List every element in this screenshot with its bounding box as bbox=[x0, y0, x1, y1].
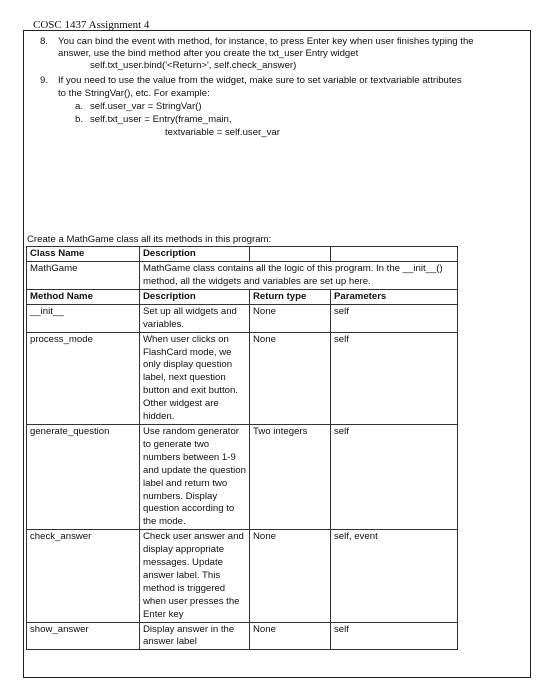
method-name-cell: show_answer bbox=[27, 622, 140, 650]
parameters-cell: self bbox=[331, 304, 458, 332]
parameters-cell: self bbox=[331, 332, 458, 424]
table-intro: Create a MathGame class all its methods in this program: bbox=[27, 234, 272, 245]
table-row bbox=[27, 424, 458, 529]
class-row bbox=[27, 261, 458, 289]
return-type-cell: Two integers bbox=[250, 424, 331, 529]
item-8-line-1: You can bind the event with method, for instance, to press Enter key when user finishes typing the bbox=[58, 36, 474, 47]
empty-cell bbox=[250, 247, 331, 262]
return-type-cell: None bbox=[250, 530, 331, 622]
table-row bbox=[27, 304, 458, 332]
item-8-number: 8. bbox=[40, 36, 49, 47]
document-header: COSC 1437 Assignment 4 bbox=[33, 19, 150, 31]
description-header: Description bbox=[140, 247, 250, 262]
method-description-header: Description bbox=[140, 289, 250, 304]
sub-item-a-text: self.user_var = StringVar() bbox=[90, 101, 202, 112]
method-description-cell: Check user answer and display appropriate messages. Update answer label. This method is triggered when user presses the Enter key bbox=[140, 530, 250, 622]
method-name-cell: process_mode bbox=[27, 332, 140, 424]
table-row bbox=[27, 530, 458, 622]
class-table bbox=[26, 246, 458, 650]
parameters-cell: self, event bbox=[331, 530, 458, 622]
method-description-cell: Set up all widgets and variables. bbox=[140, 304, 250, 332]
method-description-cell: Display answer in the answer label bbox=[140, 622, 250, 650]
sub-item-b-label: b. bbox=[75, 114, 84, 125]
return-type-cell: None bbox=[250, 304, 331, 332]
item-8-line-2: answer, use the bind method after you create the txt_user Entry widget bbox=[58, 48, 359, 59]
parameters-cell: self bbox=[331, 424, 458, 529]
item-9-number: 9. bbox=[40, 75, 49, 86]
return-type-header: Return type bbox=[250, 289, 331, 304]
sub-item-b-text: self.txt_user = Entry(frame_main, bbox=[90, 114, 232, 125]
item-8-code: self.txt_user.bind('<Return>', self.check_answer) bbox=[90, 60, 297, 71]
sub-item-a-label: a. bbox=[75, 101, 84, 112]
class-name-header: Class Name bbox=[27, 247, 140, 262]
table-row bbox=[27, 622, 458, 650]
class-name-cell: MathGame bbox=[27, 261, 140, 289]
method-name-cell: __init__ bbox=[27, 304, 140, 332]
sub-item-b-continuation: textvariable = self.user_var bbox=[165, 127, 280, 138]
empty-cell bbox=[331, 247, 458, 262]
class-description-cell: MathGame class contains all the logic of this program. In the __init__() method, all the widgets and variables are set up here. bbox=[140, 261, 458, 289]
parameters-cell: self bbox=[331, 622, 458, 650]
method-header-row bbox=[27, 289, 458, 304]
table-row bbox=[27, 332, 458, 424]
return-type-cell: None bbox=[250, 622, 331, 650]
method-name-cell: generate_question bbox=[27, 424, 140, 529]
return-type-cell: None bbox=[250, 332, 331, 424]
item-9-line-2: to the StringVar(), etc. For example: bbox=[58, 88, 210, 99]
class-header-row bbox=[27, 247, 458, 262]
method-description-cell: Use random generator to generate two numbers between 1-9 and update the question label and return two numbers. Display question according to the mode. bbox=[140, 424, 250, 529]
method-name-cell: check_answer bbox=[27, 530, 140, 622]
item-9-line-1: If you need to use the value from the widget, make sure to set variable or textvariable attributes bbox=[58, 75, 462, 86]
method-description-cell: When user clicks on FlashCard mode, we only display question label, next question button and exit button. Other widgest are hidden. bbox=[140, 332, 250, 424]
parameters-header: Parameters bbox=[331, 289, 458, 304]
method-name-header: Method Name bbox=[27, 289, 140, 304]
